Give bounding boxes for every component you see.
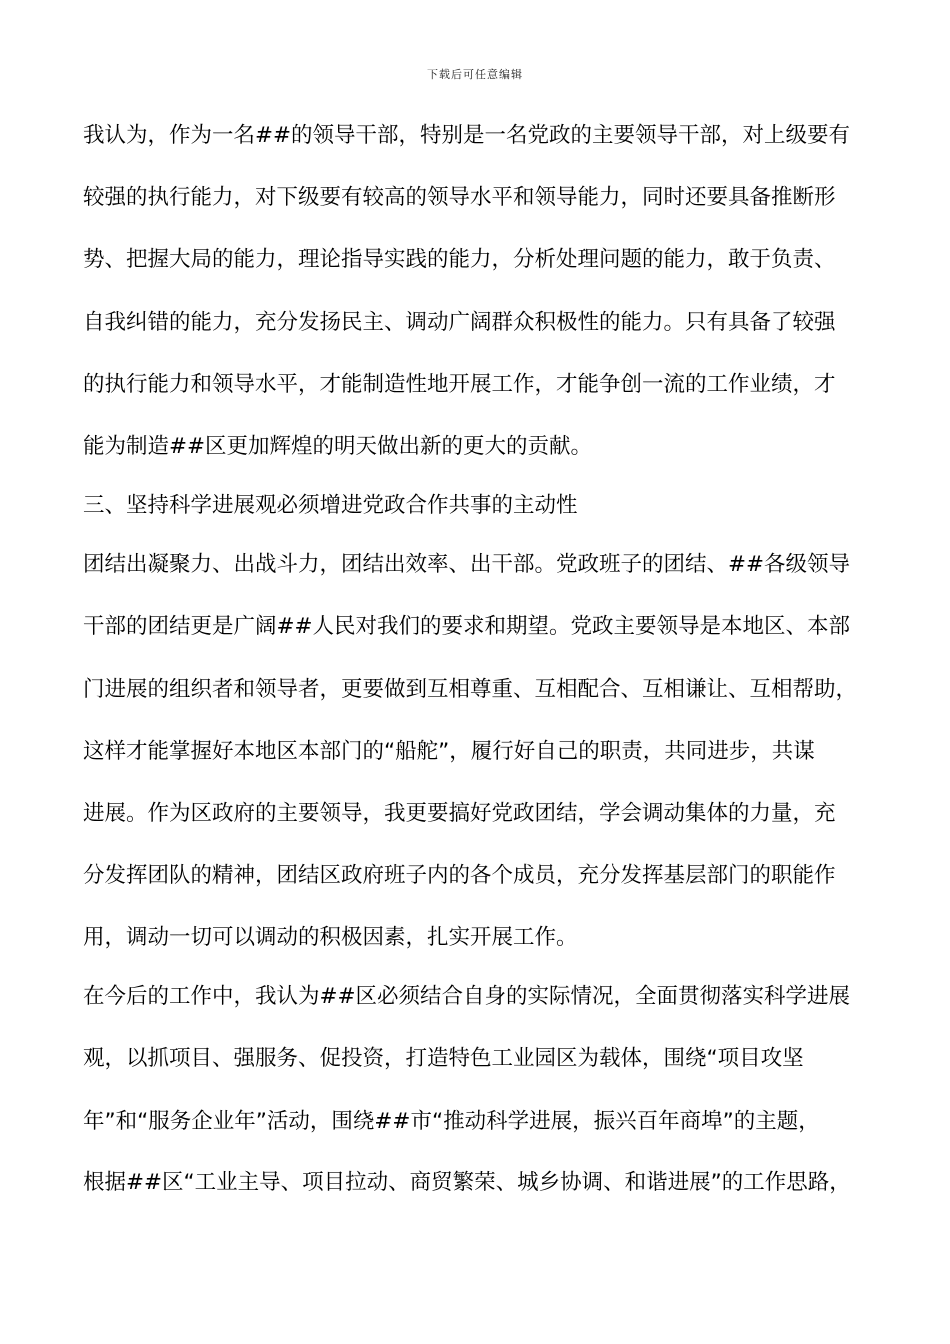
body-text-line: 在今后的工作中，我认为##区必须结合自身的实际情况，全面贯彻落实科学进展 xyxy=(83,984,851,1009)
body-text-line: 的执行能力和领导水平，才能制造性地开展工作，才能争创一流的工作业绩，才 xyxy=(83,372,836,397)
body-text-line: 根据##区“工业主导、项目拉动、商贸繁荣、城乡协调、和谐进展”的工作思路， xyxy=(83,1170,851,1195)
page-header-note: 下载后可任意编辑 xyxy=(427,68,523,81)
body-text-line: 我认为，作为一名##的领导干部，特别是一名党政的主要领导干部，对上级要有 xyxy=(83,123,851,148)
body-text-line: 较强的执行能力，对下级要有较高的领导水平和领导能力，同时还要具备推断形 xyxy=(83,185,836,210)
body-text-line: 这样才能掌握好本地区本部门的“船舵”，履行好自己的职责，共同进步，共谋 xyxy=(83,739,815,764)
body-text-line: 势、把握大局的能力，理论指导实践的能力，分析处理问题的能力，敢于负责、 xyxy=(83,247,836,272)
body-text-line: 团结出凝聚力、出战斗力，团结出效率、出干部。党政班子的团结、##各级领导 xyxy=(83,552,851,577)
body-text-line: 进展。作为区政府的主要领导，我更要搞好党政团结，学会调动集体的力量，充 xyxy=(83,801,836,826)
body-text-line: 分发挥团队的精神，团结区政府班子内的各个成员，充分发挥基层部门的职能作 xyxy=(83,863,836,888)
body-text-line: 干部的团结更是广阔##人民对我们的要求和期望。党政主要领导是本地区、本部 xyxy=(83,614,851,639)
body-text-line: 自我纠错的能力，充分发扬民主、调动广阔群众积极性的能力。只有具备了较强 xyxy=(83,310,836,335)
body-text-line: 观，以抓项目、强服务、促投资，打造特色工业园区为载体，围绕“项目攻坚 xyxy=(83,1046,804,1071)
body-text-line: 用，调动一切可以调动的积极因素，扎实开展工作。 xyxy=(83,925,578,950)
body-text-line: 门进展的组织者和领导者，更要做到互相尊重、互相配合、互相谦让、互相帮助， xyxy=(83,677,858,702)
body-text-line: 年”和“服务企业年”活动，围绕##市“推动科学进展，振兴百年商埠”的主题， xyxy=(83,1109,820,1134)
body-text-line: 能为制造##区更加辉煌的明天做出新的更大的贡献。 xyxy=(83,434,593,459)
section-heading: 三、坚持科学进展观必须增进党政合作共事的主动性 xyxy=(83,493,578,518)
